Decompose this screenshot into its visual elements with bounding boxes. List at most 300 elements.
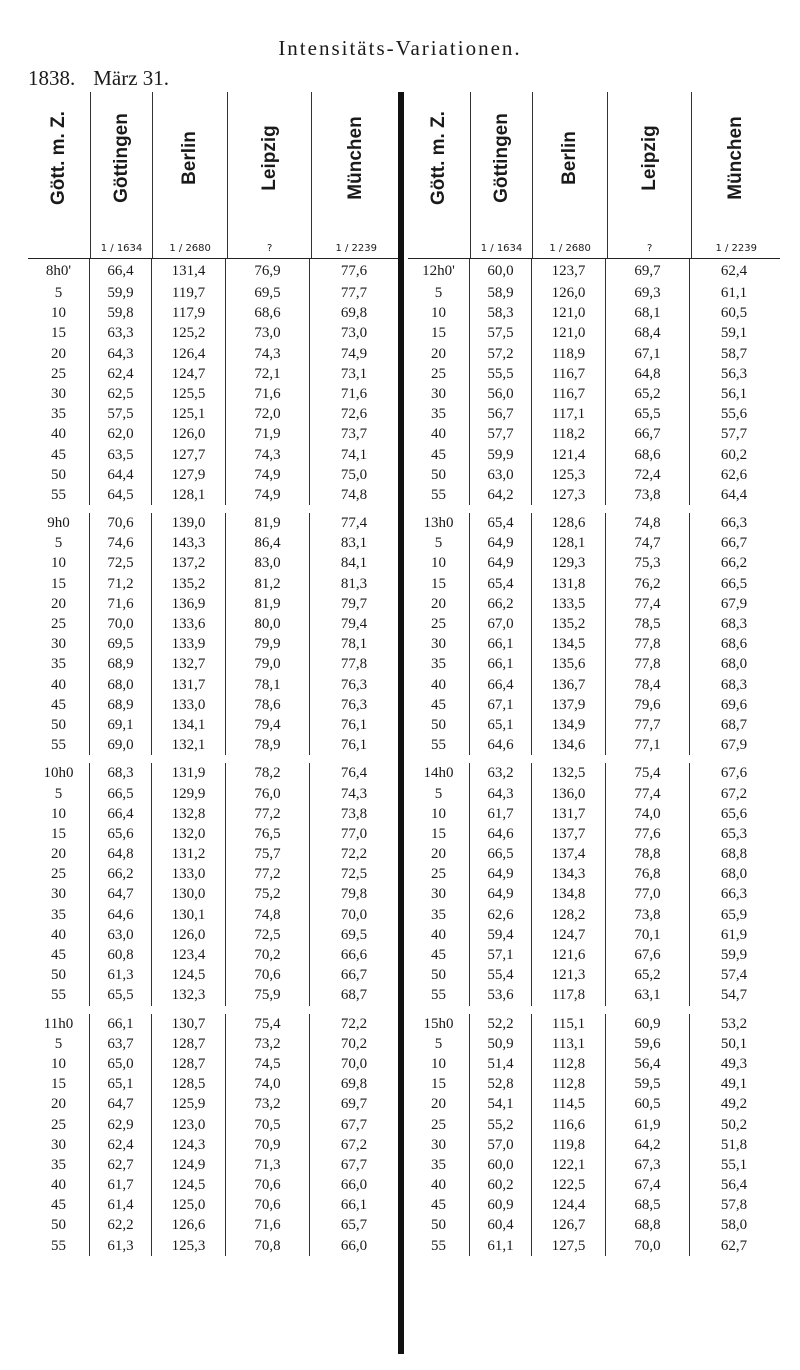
value-cell: 61,9: [606, 1115, 690, 1135]
value-cell: 130,0: [152, 884, 226, 904]
value-cell: 125,0: [152, 1195, 226, 1215]
value-cell: 77,8: [606, 634, 690, 654]
hour-group: [28, 763, 400, 1005]
hour-group: [28, 1014, 400, 1256]
value-cell: 71,6: [340, 385, 368, 402]
time-cell: 35: [408, 404, 470, 424]
value-cell: 70,6: [226, 965, 310, 985]
table-row: [28, 945, 400, 965]
value-cell: 76,0: [226, 784, 310, 804]
value-cell: 67,2: [720, 785, 748, 802]
value-cell: 70,0: [340, 1055, 368, 1072]
center-divider: [398, 92, 404, 1354]
value-cell: 66,4: [90, 259, 152, 283]
value-cell: 63,0: [470, 465, 532, 485]
value-cell: 57,4: [720, 967, 748, 984]
value-cell: 64,6: [470, 824, 532, 844]
value-cell: 133,0: [152, 695, 226, 715]
value-cell: 133,5: [532, 594, 606, 614]
time-cell: 20: [408, 1094, 470, 1114]
left-table: [28, 92, 400, 1256]
time-cell: 15: [408, 1074, 470, 1094]
column-header: [153, 92, 228, 258]
value-cell: 52,2: [470, 1014, 532, 1034]
time-cell: 10: [28, 303, 90, 323]
value-cell: 115,1: [532, 1014, 606, 1034]
value-cell: 66,0: [340, 1237, 368, 1254]
value-cell: 135,6: [532, 654, 606, 674]
value-cell: 50,9: [470, 1034, 532, 1054]
time-cell: 5: [28, 533, 90, 553]
value-cell: 60,5: [606, 1094, 690, 1114]
value-cell: 51,8: [720, 1136, 748, 1153]
value-cell: 132,3: [152, 985, 226, 1005]
value-cell: 66,3: [720, 886, 748, 903]
value-cell: 76,9: [226, 259, 310, 283]
time-cell: 10: [408, 1054, 470, 1074]
value-cell: 64,3: [470, 784, 532, 804]
value-cell: 62,4: [90, 1135, 152, 1155]
value-cell: 66,5: [470, 844, 532, 864]
table-row: [408, 735, 780, 755]
time-cell: 35: [408, 654, 470, 674]
time-cell: 10: [408, 553, 470, 573]
time-cell: 15: [28, 574, 90, 594]
column-header-row: [408, 92, 780, 259]
value-cell: 60,8: [90, 945, 152, 965]
value-cell: 77,8: [606, 654, 690, 674]
value-cell: 76,2: [606, 574, 690, 594]
table-row: [408, 574, 780, 594]
table-row: [28, 1054, 400, 1074]
time-cell: 35: [28, 905, 90, 925]
value-cell: 70,6: [226, 1175, 310, 1195]
value-cell: 77,7: [340, 285, 368, 301]
hour-group: [28, 259, 400, 505]
value-cell: 67,2: [340, 1136, 368, 1153]
value-cell: 56,4: [606, 1054, 690, 1074]
value-cell: 64,5: [90, 485, 152, 505]
value-cell: 59,9: [720, 947, 748, 963]
table-row: [28, 735, 400, 755]
table-row: [28, 784, 400, 804]
value-cell: 61,3: [90, 965, 152, 985]
value-cell: 84,1: [340, 555, 368, 572]
value-cell: 124,5: [152, 965, 226, 985]
value-cell: 64,7: [90, 884, 152, 904]
table-row: [408, 1074, 780, 1094]
value-cell: 130,1: [152, 905, 226, 925]
value-cell: 131,4: [152, 259, 226, 283]
time-cell: 20: [28, 844, 90, 864]
value-cell: 64,8: [90, 844, 152, 864]
time-cell: 50: [28, 1215, 90, 1235]
table-row: [28, 925, 400, 945]
table-row: [408, 384, 780, 404]
table-row: [28, 844, 400, 864]
value-cell: 112,8: [532, 1054, 606, 1074]
value-cell: 68,6: [606, 445, 690, 465]
table-row: [408, 533, 780, 553]
value-cell: 121,0: [532, 323, 606, 343]
time-cell: 35: [28, 404, 90, 424]
value-cell: 77,8: [340, 656, 368, 673]
value-cell: 66,0: [340, 1177, 368, 1194]
table-row: [408, 485, 780, 505]
value-cell: 67,3: [606, 1155, 690, 1175]
value-cell: 62,7: [720, 1237, 748, 1254]
value-cell: 69,5: [90, 634, 152, 654]
time-cell: 40: [28, 675, 90, 695]
time-cell: 10: [28, 553, 90, 573]
time-cell: 25: [28, 614, 90, 634]
value-cell: 72,5: [226, 925, 310, 945]
column-header-label: München: [345, 116, 367, 200]
column-header-label: Berlin: [179, 131, 201, 185]
scale-factor: 1 / 1634: [480, 243, 523, 254]
value-cell: 63,0: [90, 925, 152, 945]
value-cell: 77,7: [606, 715, 690, 735]
table-row: [28, 465, 400, 485]
value-cell: 69,0: [90, 735, 152, 755]
value-cell: 126,0: [532, 283, 606, 303]
table-row: [408, 404, 780, 424]
value-cell: 128,7: [152, 1034, 226, 1054]
time-cell: 40: [28, 1175, 90, 1195]
table-row: [28, 323, 400, 343]
value-cell: 133,0: [152, 864, 226, 884]
value-cell: 60,9: [606, 1014, 690, 1034]
value-cell: 72,4: [606, 465, 690, 485]
value-cell: 61,1: [470, 1236, 532, 1256]
value-cell: 81,2: [226, 574, 310, 594]
value-cell: 74,0: [606, 804, 690, 824]
table-row: [28, 513, 400, 533]
table-row: [408, 465, 780, 485]
value-cell: 67,7: [340, 1116, 368, 1133]
value-cell: 68,0: [720, 656, 748, 673]
time-cell: 11h0: [28, 1014, 90, 1034]
time-cell: 10: [408, 804, 470, 824]
time-cell: 30: [408, 884, 470, 904]
value-cell: 62,9: [90, 1115, 152, 1135]
value-cell: 137,4: [532, 844, 606, 864]
table-row: [28, 864, 400, 884]
table-row: [408, 303, 780, 323]
time-cell: 35: [408, 1155, 470, 1175]
value-cell: 136,7: [532, 675, 606, 695]
time-cell: 55: [28, 985, 90, 1005]
value-cell: 116,7: [532, 384, 606, 404]
value-cell: 135,2: [152, 574, 226, 594]
value-cell: 62,4: [90, 364, 152, 384]
value-cell: 64,4: [90, 465, 152, 485]
value-cell: 71,6: [90, 594, 152, 614]
scale-factor: 1 / 2239: [715, 243, 758, 254]
value-cell: 126,6: [152, 1215, 226, 1235]
data-tables: [28, 92, 780, 1352]
value-cell: 136,9: [152, 594, 226, 614]
value-cell: 57,8: [720, 1197, 748, 1214]
table-row: [28, 384, 400, 404]
value-cell: 69,8: [340, 305, 368, 322]
table-row: [28, 654, 400, 674]
table-row: [408, 1175, 780, 1195]
value-cell: 128,2: [532, 905, 606, 925]
table-row: [28, 965, 400, 985]
time-cell: 20: [28, 594, 90, 614]
table-row: [28, 1236, 400, 1256]
scale-factor: ?: [647, 243, 653, 254]
value-cell: 66,4: [90, 804, 152, 824]
value-cell: 64,3: [90, 344, 152, 364]
value-cell: 79,6: [606, 695, 690, 715]
value-cell: 70,8: [226, 1236, 310, 1256]
value-cell: 128,1: [532, 533, 606, 553]
value-cell: 60,0: [470, 259, 532, 283]
value-cell: 125,1: [152, 404, 226, 424]
table-row: [408, 553, 780, 573]
group-spacer: [408, 1006, 780, 1014]
column-header: [533, 92, 608, 258]
value-cell: 125,2: [152, 323, 226, 343]
value-cell: 64,9: [470, 553, 532, 573]
value-cell: 51,4: [470, 1054, 532, 1074]
column-header-row: [28, 92, 400, 259]
table-row: [28, 445, 400, 465]
time-cell: 20: [28, 344, 90, 364]
table-row: [408, 654, 780, 674]
page-title: Intensitäts-Variationen.: [278, 36, 522, 60]
scale-factor: 1 / 2680: [169, 243, 211, 254]
value-cell: 134,9: [532, 715, 606, 735]
value-cell: 62,6: [470, 905, 532, 925]
value-cell: 132,5: [532, 763, 606, 783]
value-cell: 72,5: [340, 866, 368, 883]
value-cell: 66,2: [470, 594, 532, 614]
value-cell: 65,6: [720, 805, 748, 822]
value-cell: 66,7: [720, 535, 748, 552]
value-cell: 129,3: [532, 553, 606, 573]
value-cell: 74,7: [606, 533, 690, 553]
time-cell: 40: [408, 925, 470, 945]
value-cell: 65,4: [470, 574, 532, 594]
value-cell: 78,1: [340, 636, 368, 653]
value-cell: 70,6: [226, 1195, 310, 1215]
table-row: [28, 675, 400, 695]
table-row: [28, 1195, 400, 1215]
table-row: [408, 1155, 780, 1175]
value-cell: 64,9: [470, 884, 532, 904]
value-cell: 60,2: [720, 446, 748, 463]
value-cell: 65,1: [90, 1074, 152, 1094]
value-cell: 64,6: [90, 905, 152, 925]
time-cell: 25: [408, 614, 470, 634]
value-cell: 76,1: [340, 737, 368, 754]
value-cell: 68,7: [340, 987, 368, 1004]
value-cell: 58,7: [720, 345, 748, 362]
value-cell: 59,9: [470, 445, 532, 465]
table-row: [28, 404, 400, 424]
value-cell: 117,9: [152, 303, 226, 323]
value-cell: 143,3: [152, 533, 226, 553]
time-cell: 10: [28, 804, 90, 824]
value-cell: 67,7: [340, 1156, 368, 1173]
table-row: [28, 1115, 400, 1135]
table-row: [408, 715, 780, 735]
table-row: [408, 594, 780, 614]
value-cell: 57,7: [720, 426, 748, 443]
value-cell: 132,7: [152, 654, 226, 674]
value-cell: 68,6: [720, 636, 748, 653]
value-cell: 128,1: [152, 485, 226, 505]
value-cell: 132,8: [152, 804, 226, 824]
column-header-label: Leipzig: [258, 125, 280, 191]
time-cell: 55: [28, 485, 90, 505]
value-cell: 55,6: [720, 406, 748, 423]
time-cell: 5: [408, 1034, 470, 1054]
value-cell: 72,1: [226, 364, 310, 384]
dateline: [28, 66, 169, 91]
table-row: [408, 513, 780, 533]
time-cell: 14h0: [408, 763, 470, 783]
value-cell: 125,5: [152, 384, 226, 404]
hour-group: [408, 259, 780, 505]
value-cell: 53,6: [470, 985, 532, 1005]
time-cell: 15: [28, 824, 90, 844]
table-row: [408, 259, 780, 283]
value-cell: 52,8: [470, 1074, 532, 1094]
table-row: [408, 695, 780, 715]
value-cell: 59,5: [606, 1074, 690, 1094]
value-cell: 54,7: [720, 987, 748, 1004]
table-row: [28, 985, 400, 1005]
value-cell: 62,7: [90, 1155, 152, 1175]
value-cell: 60,5: [720, 305, 748, 322]
table-row: [408, 614, 780, 634]
time-cell: 30: [408, 634, 470, 654]
value-cell: 66,5: [720, 575, 748, 592]
value-cell: 56,1: [720, 385, 748, 402]
value-cell: 66,1: [470, 654, 532, 674]
table-row: [28, 1074, 400, 1094]
value-cell: 68,9: [90, 654, 152, 674]
time-cell: 15: [28, 1074, 90, 1094]
time-cell: 30: [28, 1135, 90, 1155]
table-row: [28, 763, 400, 783]
value-cell: 123,7: [532, 259, 606, 283]
value-cell: 79,4: [340, 616, 368, 632]
value-cell: 68,3: [720, 616, 748, 632]
time-cell: 5: [28, 283, 90, 303]
value-cell: 81,9: [226, 594, 310, 614]
time-cell: 15: [408, 574, 470, 594]
value-cell: 56,0: [470, 384, 532, 404]
value-cell: 132,1: [152, 735, 226, 755]
table-row: [408, 1115, 780, 1135]
value-cell: 75,7: [226, 844, 310, 864]
value-cell: 73,8: [606, 905, 690, 925]
table-row: [408, 824, 780, 844]
scale-factor: 1 / 2239: [335, 243, 378, 254]
value-cell: 62,4: [720, 263, 748, 279]
value-cell: 58,3: [470, 303, 532, 323]
time-cell: 8h0': [28, 259, 90, 283]
value-cell: 66,1: [90, 1014, 152, 1034]
table-row: [408, 283, 780, 303]
value-cell: 71,3: [226, 1155, 310, 1175]
value-cell: 128,6: [532, 513, 606, 533]
value-cell: 131,2: [152, 844, 226, 864]
value-cell: 49,3: [720, 1055, 748, 1072]
time-cell: 40: [408, 675, 470, 695]
value-cell: 73,1: [340, 365, 368, 382]
value-cell: 137,9: [532, 695, 606, 715]
value-cell: 86,4: [226, 533, 310, 553]
value-cell: 75,0: [340, 466, 368, 483]
time-cell: 45: [28, 695, 90, 715]
value-cell: 57,5: [470, 323, 532, 343]
table-row: [408, 445, 780, 465]
table-row: [408, 804, 780, 824]
value-cell: 79,9: [226, 634, 310, 654]
value-cell: 112,8: [532, 1074, 606, 1094]
time-cell: 9h0: [28, 513, 90, 533]
value-cell: 134,6: [532, 735, 606, 755]
value-cell: 124,4: [532, 1195, 606, 1215]
value-cell: 78,6: [226, 695, 310, 715]
time-cell: 50: [408, 465, 470, 485]
time-cell: 15: [28, 323, 90, 343]
time-cell: 20: [28, 1094, 90, 1114]
time-cell: 15: [408, 323, 470, 343]
value-cell: 65,0: [90, 1054, 152, 1074]
time-cell: 25: [28, 864, 90, 884]
value-cell: 68,3: [720, 676, 748, 693]
value-cell: 125,3: [532, 465, 606, 485]
time-cell: 30: [408, 1135, 470, 1155]
column-header-label: Berlin: [559, 131, 581, 185]
value-cell: 73,0: [226, 323, 310, 343]
value-cell: 66,2: [720, 555, 748, 572]
value-cell: 66,4: [470, 675, 532, 695]
table-row: [408, 985, 780, 1005]
time-cell: 55: [28, 1236, 90, 1256]
time-cell: 45: [28, 445, 90, 465]
value-cell: 67,4: [606, 1175, 690, 1195]
value-cell: 81,3: [340, 575, 368, 592]
value-cell: 67,0: [470, 614, 532, 634]
value-cell: 119,8: [532, 1135, 606, 1155]
time-cell: 20: [408, 844, 470, 864]
value-cell: 139,0: [152, 513, 226, 533]
value-cell: 75,4: [226, 1014, 310, 1034]
value-cell: 133,9: [152, 634, 226, 654]
table-row: [408, 945, 780, 965]
value-cell: 64,2: [470, 485, 532, 505]
value-cell: 127,5: [532, 1236, 606, 1256]
time-cell: 45: [408, 1195, 470, 1215]
time-cell: 50: [28, 715, 90, 735]
value-cell: 123,4: [152, 945, 226, 965]
value-cell: 125,9: [152, 1094, 226, 1114]
value-cell: 75,3: [606, 553, 690, 573]
value-cell: 61,1: [720, 285, 748, 301]
value-cell: 77,2: [226, 864, 310, 884]
value-cell: 131,7: [532, 804, 606, 824]
value-cell: 72,2: [340, 846, 368, 863]
value-cell: 122,1: [532, 1155, 606, 1175]
